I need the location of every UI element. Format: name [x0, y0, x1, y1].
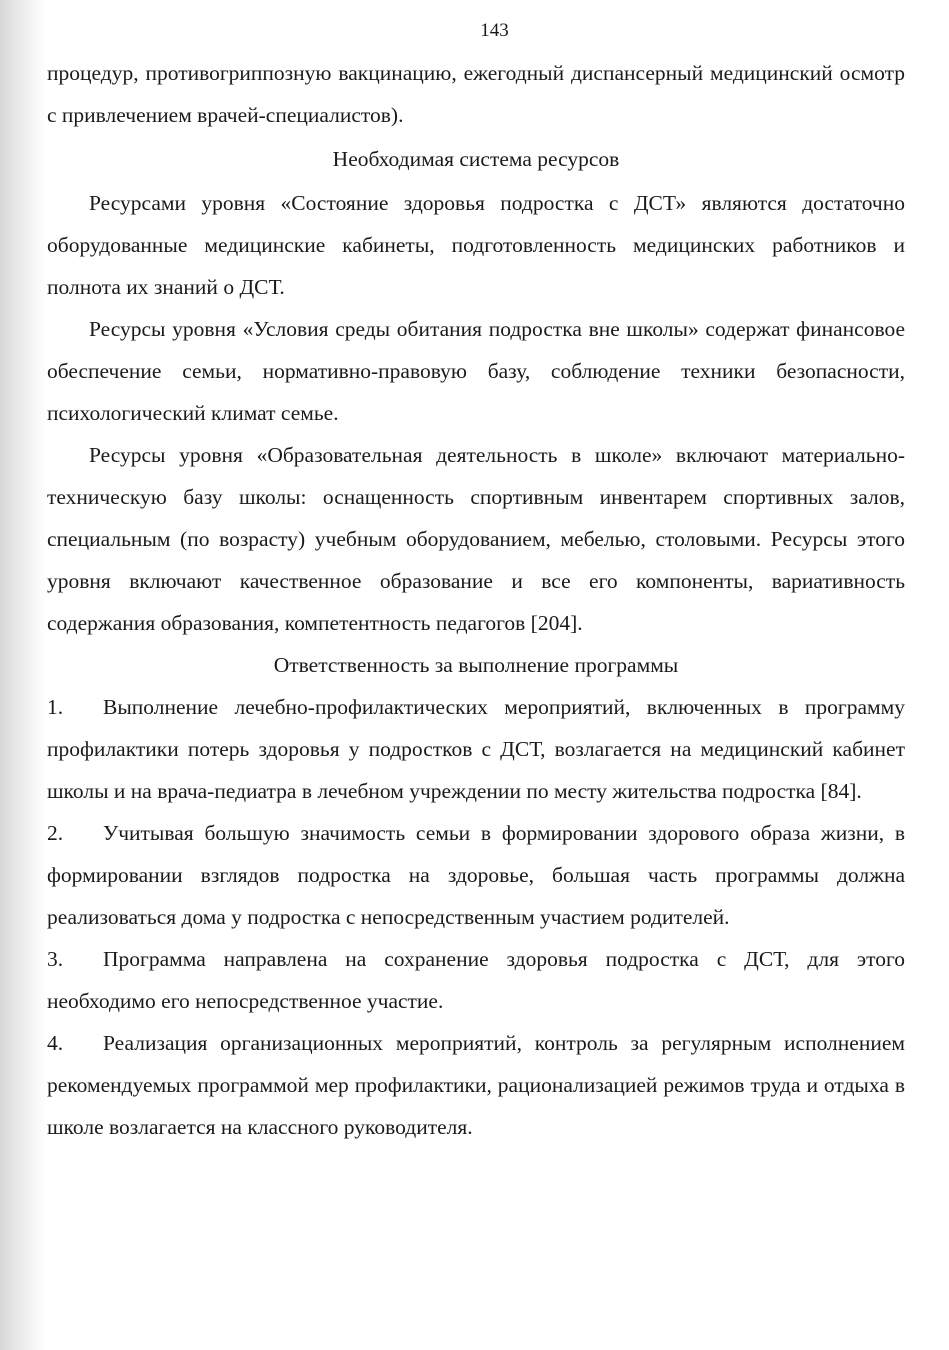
- section-heading-responsibility: Ответственность за выполнение программы: [273, 653, 679, 677]
- resources-paragraph: Ресурсы уровня «Условия среды обитания подростка вне школы» содержат финансовое обеспечение семьи, нормативно-правовую базу, соблюдение техники безопасности, психологический климат семье.: [47, 317, 905, 425]
- scan-shadow-edge: [0, 0, 46, 1350]
- page-number: 143: [480, 20, 509, 41]
- item-text: Программа направлена на сохранение здоровья подростка с ДСТ, для этого необходимо его непосредственное участие.: [47, 947, 905, 1013]
- item-number: 2.: [47, 821, 64, 845]
- resources-paragraph: Ресурсами уровня «Состояние здоровья подростка с ДСТ» являются достаточно оборудованные медицинские кабинеты, подготовленность медицинских работников и полнота их знаний о ДСТ.: [47, 191, 905, 299]
- intro-paragraph: процедур, противогриппозную вакцинацию, ежегодный диспансерный медицинский осмотр с привлечением врачей-специалистов).: [47, 61, 905, 127]
- responsibility-item: [47, 686, 905, 812]
- item-text: Реализация организационных мероприятий, контроль за регулярным исполнением рекомендуемых программой мер профилактики, рационализацией режимов труда и отдыха в школе возлагается на классного руководителя.: [47, 1031, 905, 1139]
- item-number: 1.: [47, 695, 64, 719]
- item-number: 3.: [47, 947, 64, 971]
- item-text: Учитывая большую значимость семьи в формировании здорового образа жизни, в формировании взглядов подростка на здоровье, большая часть программы должна реализоваться дома у подростка с непосредственным участием родителей.: [47, 821, 905, 929]
- item-number: 4.: [47, 1031, 64, 1055]
- responsibility-item: [47, 938, 905, 1022]
- responsibility-item: [47, 812, 905, 938]
- item-text: Выполнение лечебно-профилактических мероприятий, включенных в программу профилактики потерь здоровья у подростков с ДСТ, возлагается на медицинский кабинет школы и на врача-педиатра в лечебном учреждении по месту жительства подростка [84].: [47, 695, 905, 803]
- section-heading-resources: Необходимая система ресурсов: [332, 147, 620, 171]
- responsibility-item: [47, 1022, 905, 1148]
- page-body: [47, 52, 905, 1148]
- resources-paragraph: Ресурсы уровня «Образовательная деятельность в школе» включают материально-техническую базу школы: оснащенность спортивным инвентарем спортивных залов, специальным (по возрасту) учебным оборудованием, мебелью, столовыми. Ресурсы этого уровня включают качественное образование и все его компоненты, вариативность содержания образования, компетентность педагогов [204].: [47, 443, 905, 635]
